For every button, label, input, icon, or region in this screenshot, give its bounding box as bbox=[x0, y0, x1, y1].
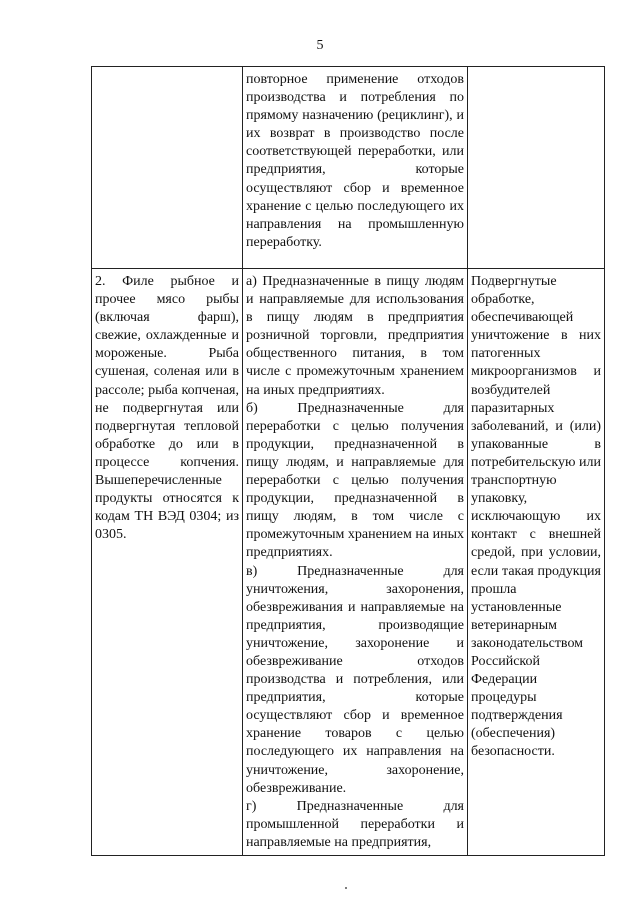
table-cell-purpose bbox=[243, 269, 468, 856]
purpose-item-g: г) Предназначенные для промышленной переработки и направляемые на предприятия, bbox=[246, 798, 464, 850]
scan-dot bbox=[345, 887, 347, 889]
table-cell-product: 2. Филе рыбное и прочее мясо рыбы (включая фарш), свежие, охлажденные и мороженые. Рыба сушеная, соленая или в рассоле; рыба копченая, не подвергнутая или подвергнутая тепловой обработке до или в процессе копчения. Вышеперечисленные продукты относятся к кодам ТН ВЭД 0304; из 0305. bbox=[92, 269, 243, 856]
purpose-item-a: а) Предназначенные в пищу людям и направляемые для использования в пищу людям в предприятия розничной торговли, предприятия общественного питания, в том числе с промежуточным хранением на иных предприятиях. bbox=[246, 274, 464, 398]
regulation-table bbox=[91, 66, 605, 856]
page-number: 5 bbox=[316, 38, 324, 53]
purpose-item-v: в) Предназначенные для уничтожения, захоронения, обезвреживания и направляемые на предприятия, производящие уничтожение, захоронение и обезвреживание отходов производства и потребления, или предприятия, которые осуществляют сбор и временное хранение товаров с целью последующего их направления на уничтожение, захоронение, обезвреживание. bbox=[246, 563, 464, 796]
purpose-item-b: б) Предназначенные для переработки с целью получения продукции, предназначенной в пищу людям, и направляемые для переработки с целью получения продукции, предназначенной в пищу людям, в том числе с промежуточным хранением на иных предприятиях. bbox=[246, 400, 464, 561]
table-row bbox=[92, 269, 605, 856]
table-cell-product bbox=[92, 67, 243, 269]
table-cell-conditions: Подвергнутые обработке, обеспечивающей уничтожение в них патогенных микроорганизмов и возбудителей паразитарных заболеваний, и (или) упакованные в потребительскую или транспортную упаковку, исключающую их контакт с внешней средой, при условии, если такая продукция прошла установленные ветеринарным законодательством Российской Федерации процедуры подтверждения (обеспечения) безопасности. bbox=[468, 269, 605, 856]
table-cell-conditions bbox=[468, 67, 605, 269]
table-cell-purpose: повторное применение отходов производства и потребления по прямому назначению (рециклинг), и их возврат в производство после соответствующей переработки, или предприятия, которые осуществляют сбор и временное хранение с целью последующего их направления на промышленную переработку. bbox=[243, 67, 468, 269]
table-row bbox=[92, 67, 605, 269]
